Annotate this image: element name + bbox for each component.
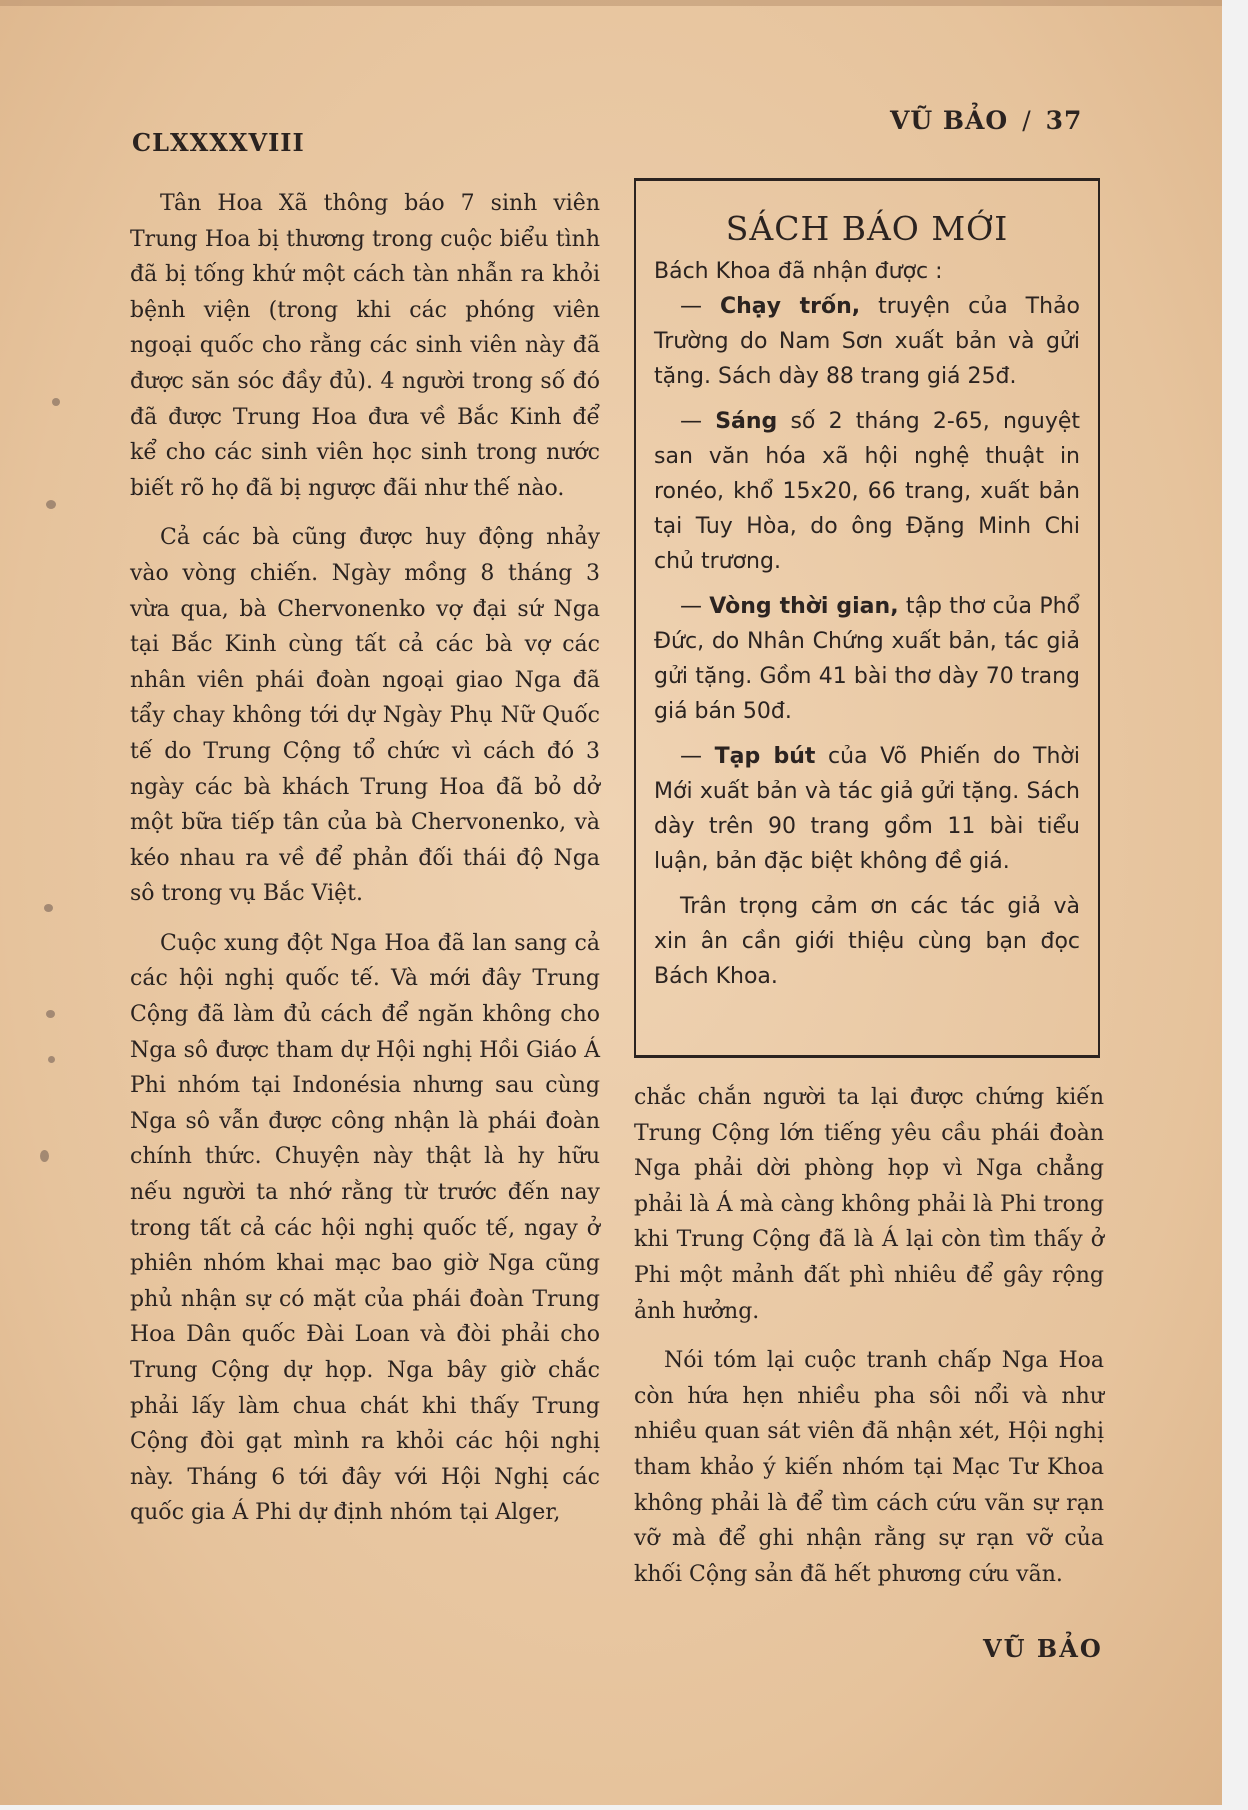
paragraph: Cả các bà cũng được huy động nhảy vào vòng chiến. Ngày mồng 8 tháng 3 vừa qua, bà Chervonenko vợ đại sứ Nga tại Bắc Kinh cùng tất cả các bà vợ các nhân viên phái đoàn ngoại giao Nga đã tẩy chay không tới dự Ngày Phụ Nữ Quốc tế do Trung Cộng tổ chức vì cách đó 3 ngày các bà khách Trung Hoa đã bỏ dở một bữa tiếp tân của bà Chervonenko, và kéo nhau ra về để phản đối thái độ Nga sô trong vụ Bắc Việt. <box>130 525 600 907</box>
margin-spot <box>52 398 60 406</box>
margin-spot <box>48 1056 55 1063</box>
book-title: Chạy trốn, <box>719 294 861 319</box>
paragraph: Tân Hoa Xã thông báo 7 sinh viên Trung Hoa bị thương trong cuộc biểu tình đã bị tống khứ một cách tàn nhẫn ra khỏi bệnh viện (trong khi các phóng viên ngoại quốc cho rằng các sinh viên này đã được săn sóc đầy đủ). 4 người trong số đó đã được Trung Hoa đưa về Bắc Kinh để kể cho các sinh viên học sinh trong nước biết rõ họ đã bị ngược đãi như thế nào. <box>130 191 600 501</box>
running-header <box>890 106 1082 135</box>
box-title: SÁCH BÁO MỚI <box>725 209 1009 248</box>
book-title: Vòng thời gian, <box>709 594 899 619</box>
header-separator: / <box>1022 106 1032 135</box>
header-author: VŨ BẢO <box>890 106 1009 135</box>
margin-spot <box>46 1010 55 1018</box>
left-column <box>130 186 600 1531</box>
box-closing: Trân trọng cảm ơn các tác giả và xin ân cần giới thiệu cùng bạn đọc Bách Khoa. <box>654 894 1080 989</box>
book-entry <box>654 404 1080 579</box>
book-description: truyện của Thảo Trường do Nam Sơn xuất bản và gửi tặng. Sách dày 88 trang giá 25đ. <box>654 294 1081 389</box>
page-top-edge <box>0 0 1222 6</box>
new-books-box <box>634 178 1100 1058</box>
issue-number: CLXXXXVIII <box>132 128 305 157</box>
entry-dash: — <box>680 409 716 434</box>
paragraph: Nói tóm lại cuộc tranh chấp Nga Hoa còn hứa hẹn nhiều pha sôi nổi và như nhiều quan sát viên đã nhận xét, Hội nghị tham khảo ý kiến nhóm tại Mạc Tư Khoa không phải là để tìm cách cứu vãn sự rạn vỡ mà để ghi nhận rằng sự rạn vỡ của khối Cộng sản đã hết phương cứu vãn. <box>634 1348 1104 1587</box>
book-description: tập thơ của Phổ Đức, do Nhân Chứng xuất bản, tác giả gửi tặng. Gồm 41 bài thơ dày 70 trang giá bán 50đ. <box>654 594 1080 724</box>
entry-dash: — <box>680 294 720 319</box>
book-entry <box>654 739 1080 879</box>
entry-dash: — <box>680 594 710 619</box>
paragraph: chắc chắn người ta lại được chứng kiến Trung Cộng lớn tiếng yêu cầu phái đoàn Nga phải dời phòng họp vì Nga chẳng phải là Á mà càng không phải là Phi trong khi Trung Cộng đã là Á lại còn tìm thấy ở Phi một mảnh đất phì nhiêu để gây rộng ảnh hưởng. <box>634 1085 1104 1324</box>
book-entry <box>654 589 1080 729</box>
page-number: 37 <box>1045 106 1083 135</box>
author-signature: VŨ BẢO <box>983 1634 1103 1663</box>
box-intro: Bách Khoa đã nhận được : <box>654 259 943 284</box>
margin-spot <box>46 500 56 509</box>
book-title: Tạp bút <box>714 744 816 769</box>
margin-spot <box>44 904 53 912</box>
book-description: số 2 tháng 2-65, nguyệt san văn hóa xã hội nghệ thuật in ronéo, khổ 15x20, 66 trang, xuất bản tại Tuy Hòa, do ông Đặng Minh Chi chủ trương. <box>654 409 1080 574</box>
entry-dash: — <box>680 744 715 769</box>
margin-spot <box>40 1150 49 1162</box>
book-entry <box>654 289 1080 394</box>
paragraph: Cuộc xung đột Nga Hoa đã lan sang cả các hội nghị quốc tế. Và mới đây Trung Cộng đã làm đủ cách để ngăn không cho Nga sô được tham dự Hội nghị Hồi Giáo Á Phi nhóm tại Indonésia nhưng sau cùng Nga sô vẫn được công nhận là phái đoàn chính thức. Chuyện này thật là hy hữu nếu người ta nhớ rằng từ trước đến nay trong tất cả các hội nghị quốc tế, ngay ở phiên nhóm khai mạc bao giờ Nga cũng phủ nhận sự có mặt của phái đoàn Trung Hoa Dân quốc Đài Loan và đòi phải cho Trung Cộng dự họp. Nga bây giờ chắc phải lấy làm chua chát khi thấy Trung Cộng đòi gạt mình ra khỏi các hội nghị này. Tháng 6 tới đây với Hội Nghị các quốc gia Á Phi dự định nhóm tại Alger, <box>130 930 600 1526</box>
right-column <box>634 1080 1104 1592</box>
book-title: Sáng <box>715 409 778 434</box>
book-description: của Võ Phiến do Thời Mới xuất bản và tác giả gửi tặng. Sách dày trên 90 trang gồm 11 bài tiểu luận, bản đặc biệt không đề giá. <box>654 744 1081 874</box>
